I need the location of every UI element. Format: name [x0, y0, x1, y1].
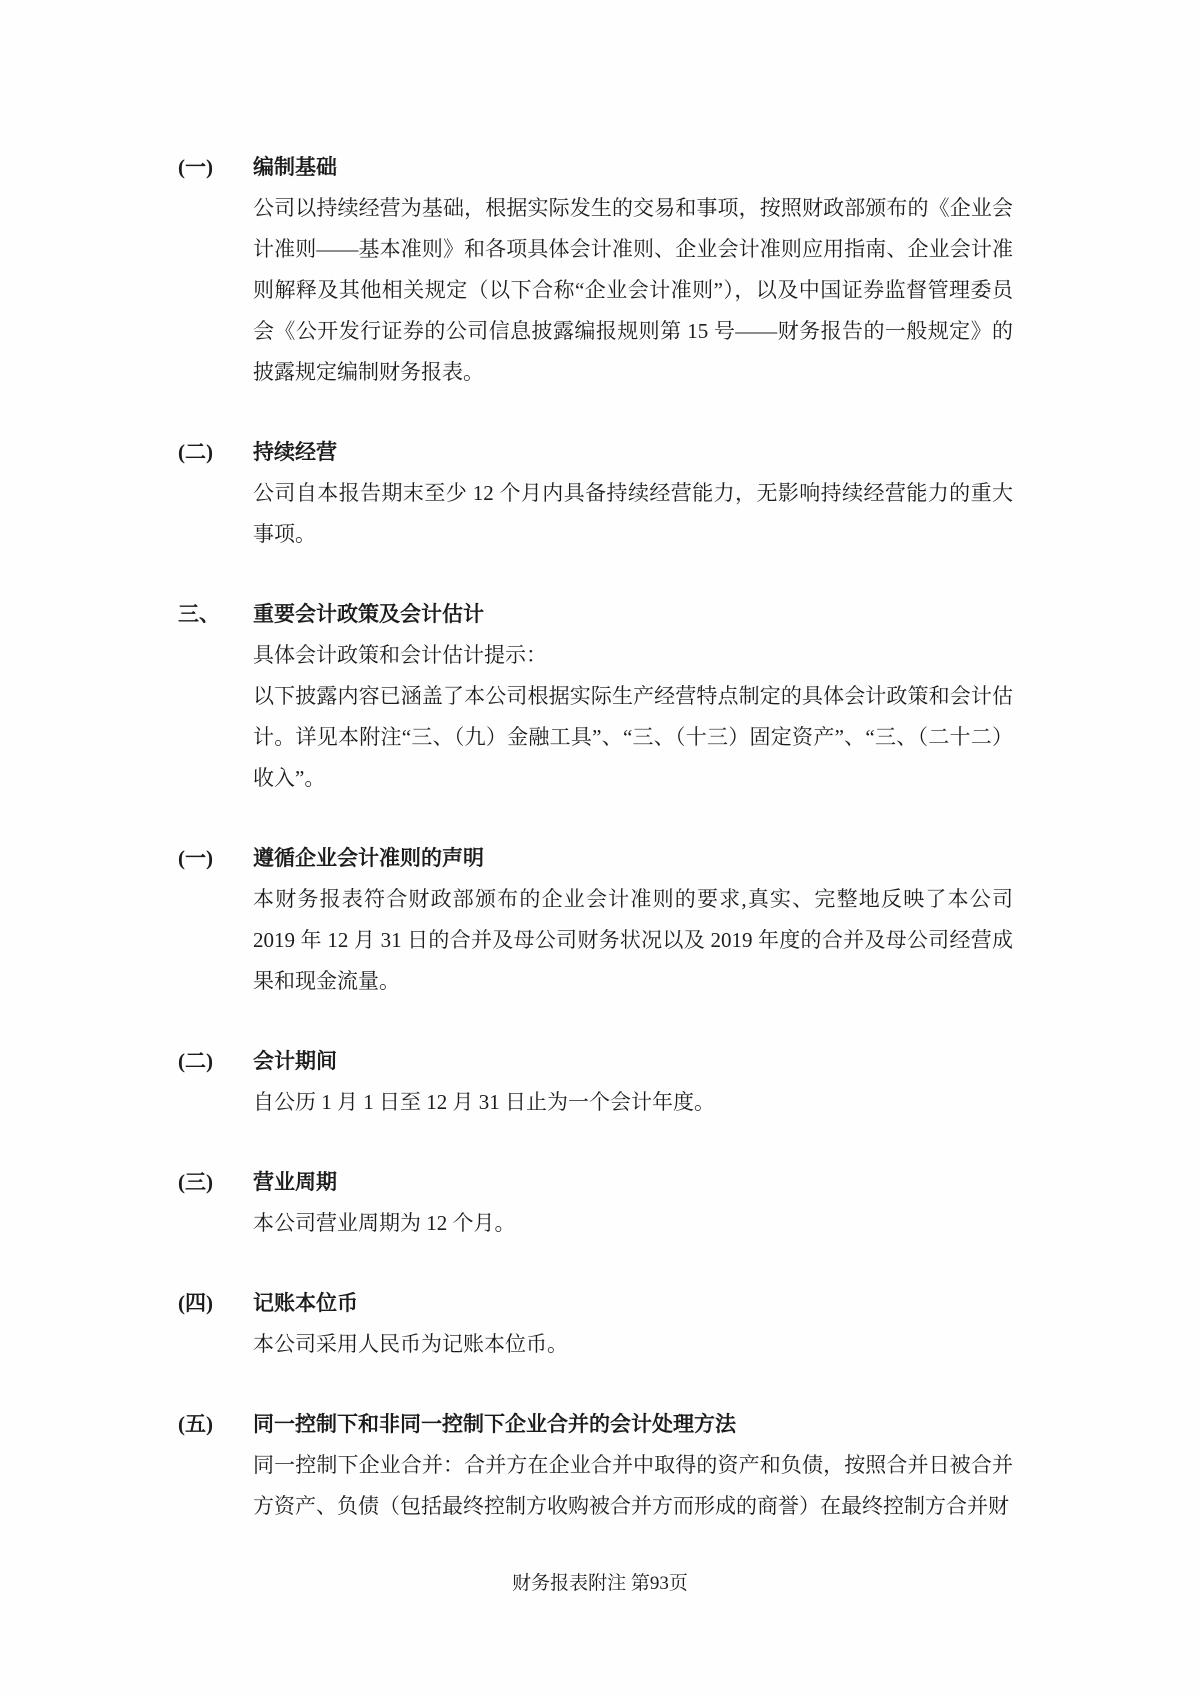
section-basis-of-preparation: [178, 147, 1013, 393]
section-paragraph: 以下披露内容已涵盖了本公司根据实际生产经营特点制定的具体会计政策和会计估计。详见本附注“三、（九）金融工具”、“三、（十三）固定资产”、“三、（二十二）收入”。: [253, 684, 1013, 790]
section-content: [253, 1162, 1013, 1244]
section-label: (五): [178, 1412, 213, 1436]
section-label: (三): [178, 1170, 213, 1194]
section-paragraph: 同一控制下企业合并：合并方在企业合并中取得的资产和负债，按照合并日被合并方资产、负债（包括最终控制方收购被合并方而形成的商誉）在最终控制方合并财: [253, 1453, 1013, 1518]
section-title: 记账本位币: [253, 1291, 358, 1315]
section-operating-cycle: [178, 1162, 1013, 1244]
section-content: [253, 432, 1013, 555]
section-title: 持续经营: [253, 440, 337, 464]
section-paragraph: 本财务报表符合财政部颁布的企业会计准则的要求,真实、完整地反映了本公司 2019 年 12 月 31 日的合并及母公司财务状况以及 2019 年度的合并及母公司经营成果和现金流量。: [253, 887, 1013, 993]
section-label: (二): [178, 440, 213, 464]
section-label: 三、: [178, 602, 220, 626]
section-paragraph: 本公司采用人民币为记账本位币。: [253, 1332, 568, 1356]
section-paragraph: 自公历 1 月 1 日至 12 月 31 日止为一个会计年度。: [253, 1090, 715, 1114]
section-content: [253, 1404, 1013, 1527]
section-label: (一): [178, 155, 213, 179]
section-label: (四): [178, 1291, 213, 1315]
section-significant-accounting-policies: [178, 594, 1013, 799]
section-paragraph: 公司以持续经营为基础，根据实际发生的交易和事项，按照财政部颁布的《企业会计准则——基本准则》和各项具体会计准则、企业会计准则应用指南、企业会计准则解释及其他相关规定（以下合称“企业会计准则”），以及中国证券监督管理委员会《公开发行证券的公司信息披露编报规则第 15 号——财务报告的一般规定》的披露规定编制财务报表。: [253, 196, 1013, 384]
section-content: [253, 147, 1013, 393]
section-title: 重要会计政策及会计估计: [253, 602, 484, 626]
section-paragraph: 公司自本报告期末至少 12 个月内具备持续经营能力，无影响持续经营能力的重大事项。: [253, 481, 1013, 546]
section-title: 同一控制下和非同一控制下企业合并的会计处理方法: [253, 1412, 736, 1436]
section-label: (二): [178, 1049, 213, 1073]
section-title: 营业周期: [253, 1170, 337, 1194]
section-accounting-period: [178, 1041, 1013, 1123]
document-body: [178, 147, 1013, 1566]
section-paragraph: 本公司营业周期为 12 个月。: [253, 1211, 516, 1235]
section-title: 会计期间: [253, 1049, 337, 1073]
section-paragraph: 具体会计政策和会计估计提示：: [253, 643, 547, 667]
section-business-combinations: [178, 1404, 1013, 1527]
section-content: [253, 838, 1013, 1002]
section-title: 编制基础: [253, 155, 337, 179]
section-content: [253, 1283, 1013, 1365]
section-going-concern: [178, 432, 1013, 555]
section-content: [253, 594, 1013, 799]
section-functional-currency: [178, 1283, 1013, 1365]
section-content: [253, 1041, 1013, 1123]
section-label: (一): [178, 846, 213, 870]
page-footer: 财务报表附注 第93页: [512, 1573, 688, 1594]
section-title: 遵循企业会计准则的声明: [253, 846, 484, 870]
section-compliance-statement: [178, 838, 1013, 1002]
